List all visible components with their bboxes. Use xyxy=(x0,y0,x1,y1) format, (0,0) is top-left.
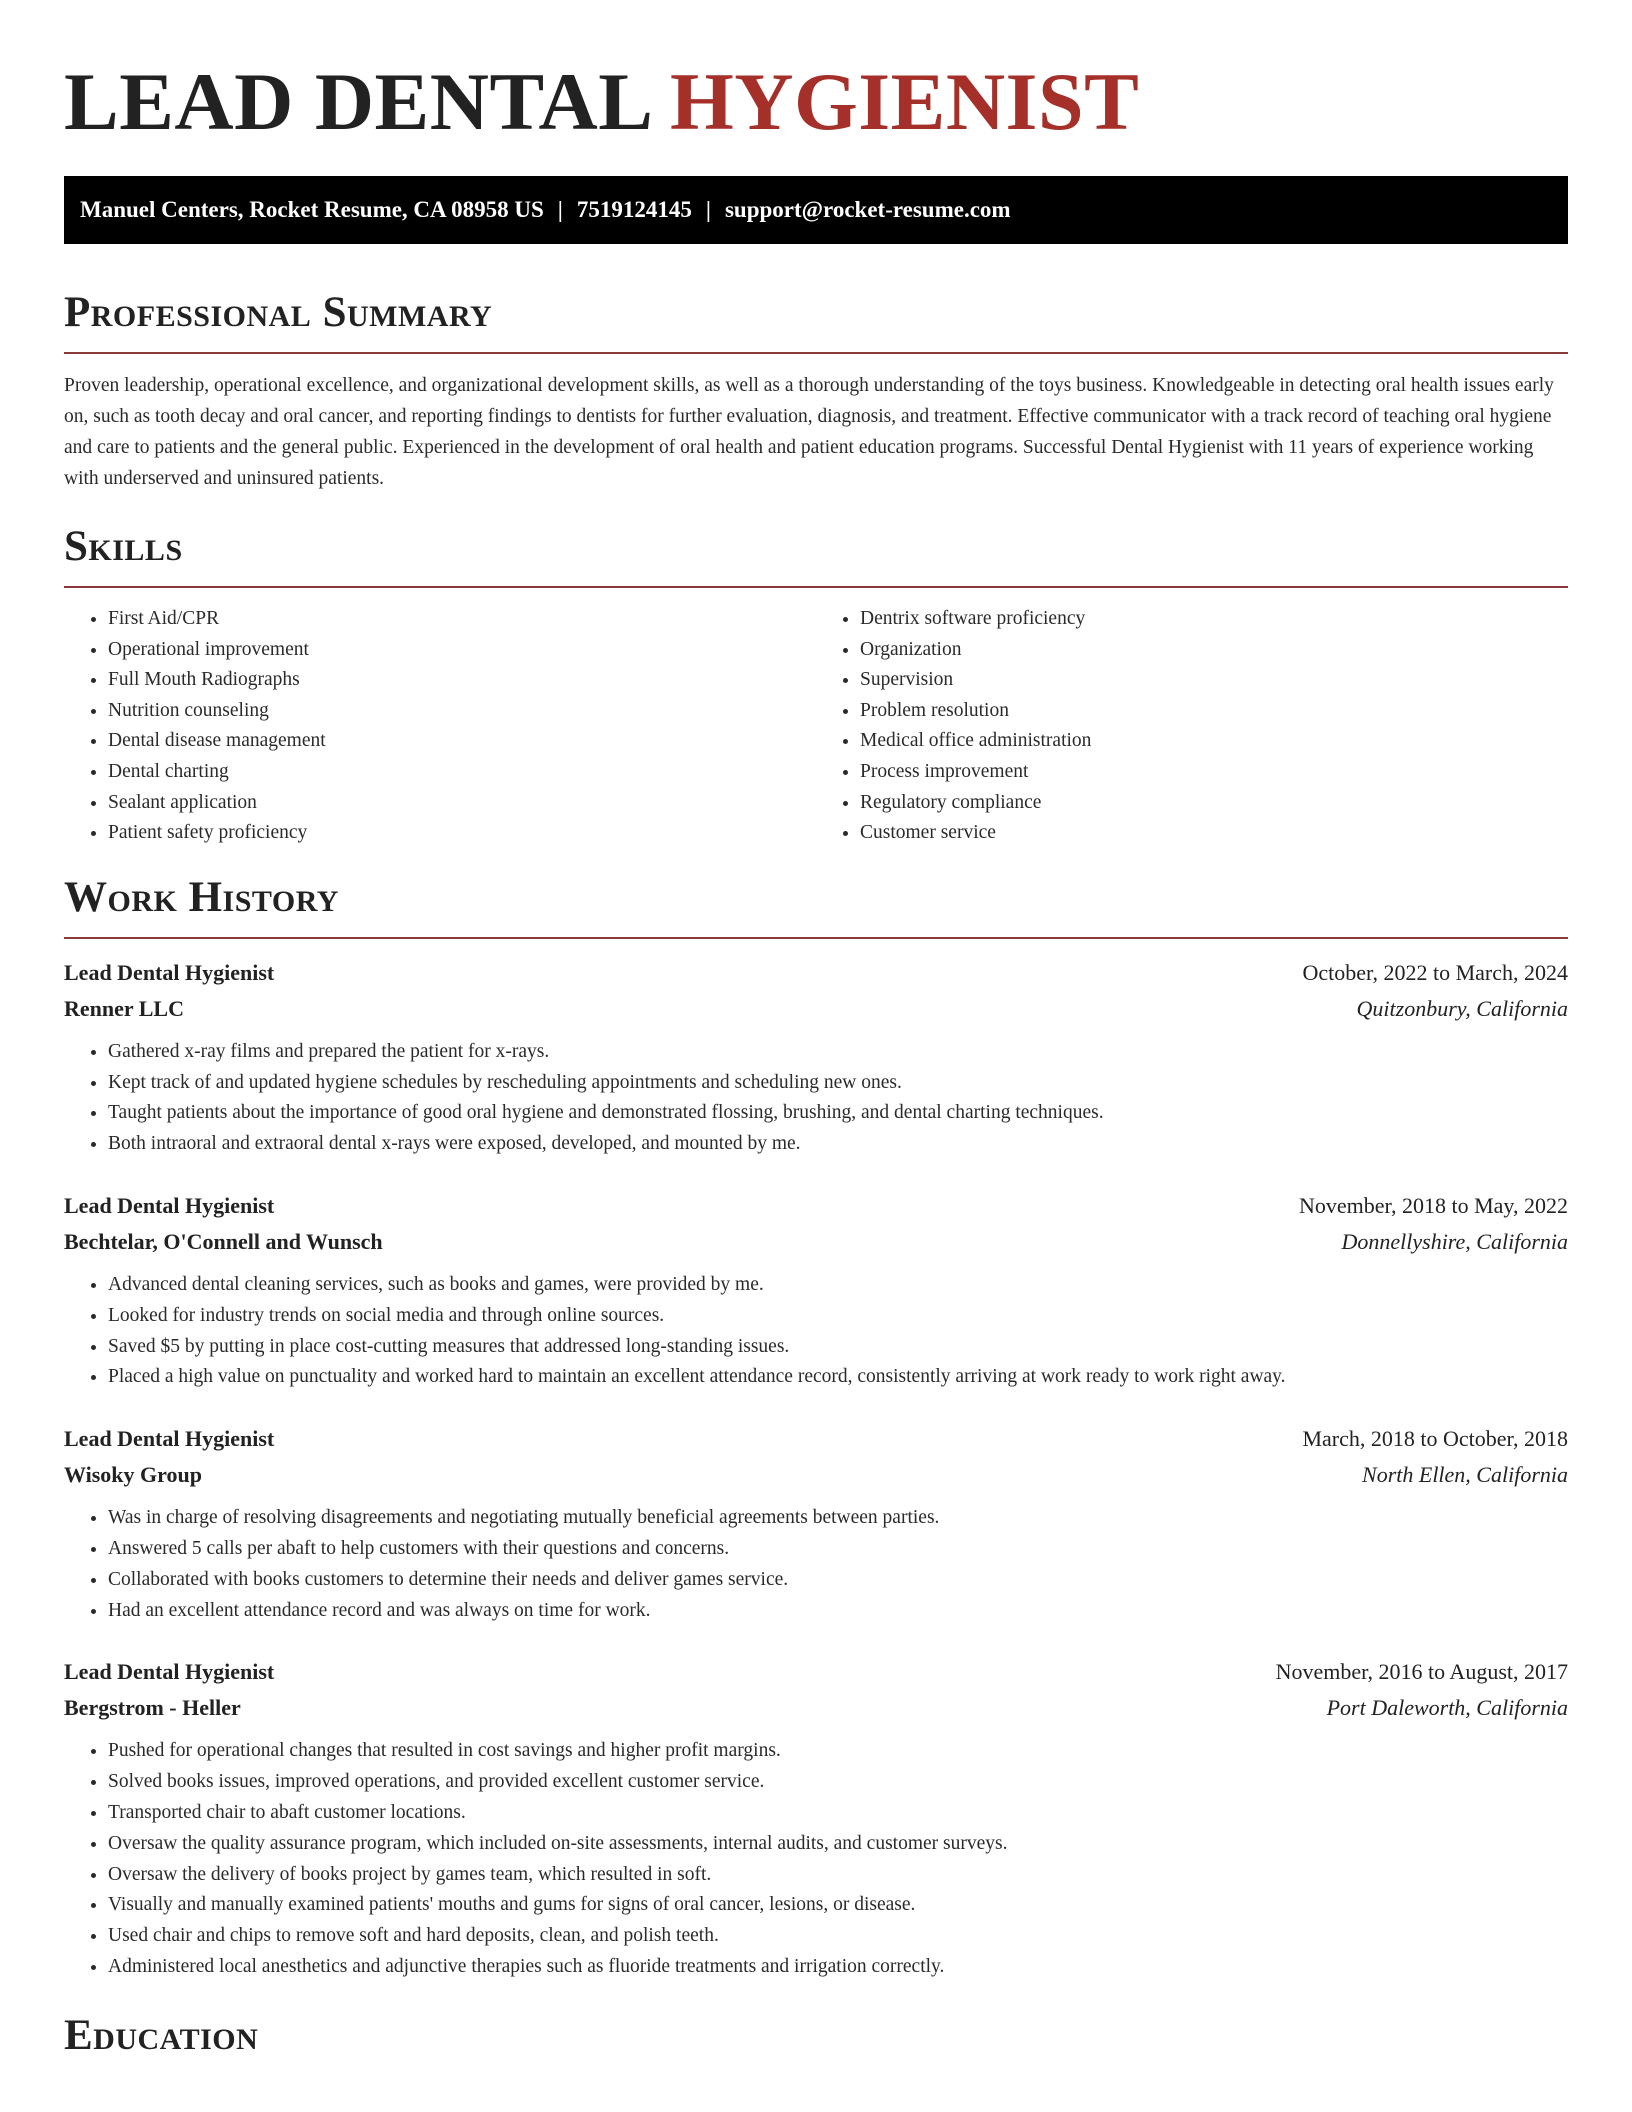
job-bullet: • Administered local anesthetics and adjunctive therapies such as fluoride treatments and irrigation correctly. xyxy=(108,1952,1568,1983)
job-list xyxy=(64,955,1568,1983)
skill-item: • Sealant application xyxy=(108,788,816,819)
job-company-row xyxy=(64,1690,1568,1726)
skill-item: • Supervision xyxy=(860,665,1568,696)
job-entry xyxy=(64,955,1568,1160)
job-location: Port Daleworth, California xyxy=(1326,1695,1568,1721)
title-main: LEAD DENTAL xyxy=(64,56,670,147)
job-company: Renner LLC xyxy=(64,995,184,1021)
contact-address: Manuel Centers, Rocket Resume, CA 08958 US xyxy=(80,197,544,222)
skill-item: • Organization xyxy=(860,635,1568,666)
job-entry xyxy=(64,1188,1568,1393)
skills-grid xyxy=(64,604,1568,849)
skill-item: • Full Mouth Radiographs xyxy=(108,665,816,696)
job-bullet: • Answered 5 calls per abaft to help customers with their questions and concerns. xyxy=(108,1534,1568,1565)
skill-item: • Problem resolution xyxy=(860,696,1568,727)
skill-item: • Operational improvement xyxy=(108,635,816,666)
job-title: Lead Dental Hygienist xyxy=(64,959,275,985)
title-accent: HYGIENIST xyxy=(669,56,1140,147)
skill-item: • Regulatory compliance xyxy=(860,788,1568,819)
job-bullet: • Kept track of and updated hygiene schedules by rescheduling appointments and scheduling new ones. xyxy=(108,1068,1568,1099)
job-bullet: • Looked for industry trends on social media and through online sources. xyxy=(108,1301,1568,1332)
job-title: Lead Dental Hygienist xyxy=(64,1659,275,1685)
job-entry xyxy=(64,1421,1568,1626)
job-bullet: • Taught patients about the importance of good oral hygiene and demonstrated flossing, brushing, and dental charting techniques. xyxy=(108,1098,1568,1129)
work-history-section xyxy=(64,873,1568,1983)
skill-item: • Dental disease management xyxy=(108,726,816,757)
summary-heading: Professional Summary xyxy=(64,289,493,336)
job-bullet: • Saved $5 by putting in place cost-cutting measures that addressed long-standing issues. xyxy=(108,1332,1568,1363)
job-bullet: • Gathered x-ray films and prepared the patient for x-rays. xyxy=(108,1037,1568,1068)
job-bullet: • Both intraoral and extraoral dental x-rays were exposed, developed, and mounted by me. xyxy=(108,1129,1568,1160)
summary-section xyxy=(64,288,1568,494)
job-bullet: • Transported chair to abaft customer locations. xyxy=(108,1798,1568,1829)
job-company: Bergstrom - Heller xyxy=(64,1695,241,1721)
skill-item: • Dental charting xyxy=(108,757,816,788)
section-divider xyxy=(64,937,1568,939)
section-divider xyxy=(64,586,1568,588)
work-history-heading: Work History xyxy=(64,873,339,921)
job-location: North Ellen, California xyxy=(1362,1462,1568,1488)
job-header-row xyxy=(64,955,1568,991)
job-title: Lead Dental Hygienist xyxy=(64,1192,275,1218)
job-bullet: • Collaborated with books customers to determine their needs and deliver games service. xyxy=(108,1565,1568,1596)
job-dates: October, 2022 to March, 2024 xyxy=(1302,959,1568,985)
job-bullet: • Used chair and chips to remove soft and hard deposits, clean, and polish teeth. xyxy=(108,1921,1568,1952)
job-bullet: • Solved books issues, improved operations, and provided excellent customer service. xyxy=(108,1767,1568,1798)
education-section xyxy=(64,2011,1568,2061)
job-dates: March, 2018 to October, 2018 xyxy=(1302,1426,1568,1452)
job-bullet: • Oversaw the delivery of books project by games team, which resulted in soft. xyxy=(108,1860,1568,1891)
job-bullet: • Advanced dental cleaning services, such as books and games, were provided by me. xyxy=(108,1270,1568,1301)
contact-email[interactable]: support@rocket-resume.com xyxy=(724,197,1011,222)
skill-item: • Medical office administration xyxy=(860,726,1568,757)
job-header-row xyxy=(64,1654,1568,1690)
job-bullet: • Oversaw the quality assurance program, which included on-site assessments, internal audits, and customer surveys. xyxy=(108,1829,1568,1860)
page-title xyxy=(64,0,1568,152)
skills-list-left xyxy=(64,604,816,849)
section-divider xyxy=(64,352,1568,354)
job-dates: November, 2016 to August, 2017 xyxy=(1275,1659,1568,1685)
summary-text: Proven leadership, operational excellence, and organizational development skills, as well as a thorough understanding of the toys business. Knowledgeable in detecting oral health issues early on, such as tooth decay and oral cancer, and reporting findings to dentists for further evaluation, diagnosis, and treatment. Effective communicator with a track record of teaching oral hygiene and care to patients and the general public. Experienced in the development of oral health and patient education programs. Successful Dental Hygienist with 11 years of experience working with underserved and uninsured patients. xyxy=(64,375,1554,489)
job-bullet: • Was in charge of resolving disagreements and negotiating mutually beneficial agreements between parties. xyxy=(108,1503,1568,1534)
skill-item: • First Aid/CPR xyxy=(108,604,816,635)
job-bullet: • Had an excellent attendance record and was always on time for work. xyxy=(108,1596,1568,1627)
job-bullet: • Pushed for operational changes that resulted in cost savings and higher profit margins. xyxy=(108,1736,1568,1767)
contact-bar xyxy=(64,176,1568,244)
skill-item: • Nutrition counseling xyxy=(108,696,816,727)
education-heading: Education xyxy=(64,2011,259,2059)
job-company: Bechtelar, O'Connell and Wunsch xyxy=(64,1228,383,1254)
job-company-row xyxy=(64,1224,1568,1260)
job-company-row xyxy=(64,1457,1568,1493)
job-bullet: • Visually and manually examined patients' mouths and gums for signs of oral cancer, lesions, or disease. xyxy=(108,1890,1568,1921)
job-bullet-list xyxy=(64,1037,1568,1160)
job-location: Quitzonbury, California xyxy=(1356,995,1568,1021)
job-bullet-list xyxy=(64,1270,1568,1393)
job-entry xyxy=(64,1654,1568,1982)
contact-separator: | xyxy=(557,197,563,222)
job-bullet-list xyxy=(64,1736,1568,1982)
skills-list-right xyxy=(816,604,1568,849)
skill-item: • Patient safety proficiency xyxy=(108,818,816,849)
job-bullet-list xyxy=(64,1503,1568,1626)
skills-section xyxy=(64,522,1568,849)
skill-item: • Customer service xyxy=(860,818,1568,849)
contact-separator: | xyxy=(705,197,711,222)
job-bullet: • Placed a high value on punctuality and worked hard to maintain an excellent attendance record, consistently arriving at work ready to work right away. xyxy=(108,1362,1568,1393)
skill-item: • Process improvement xyxy=(860,757,1568,788)
contact-phone: 7519124145 xyxy=(576,197,692,222)
job-header-row xyxy=(64,1188,1568,1224)
skill-item: • Dentrix software proficiency xyxy=(860,604,1568,635)
job-title: Lead Dental Hygienist xyxy=(64,1426,275,1452)
job-company: Wisoky Group xyxy=(64,1462,202,1488)
skills-heading: Skills xyxy=(64,523,183,570)
job-dates: November, 2018 to May, 2022 xyxy=(1299,1192,1568,1218)
job-location: Donnellyshire, California xyxy=(1341,1228,1568,1254)
job-header-row xyxy=(64,1421,1568,1457)
job-company-row xyxy=(64,991,1568,1027)
